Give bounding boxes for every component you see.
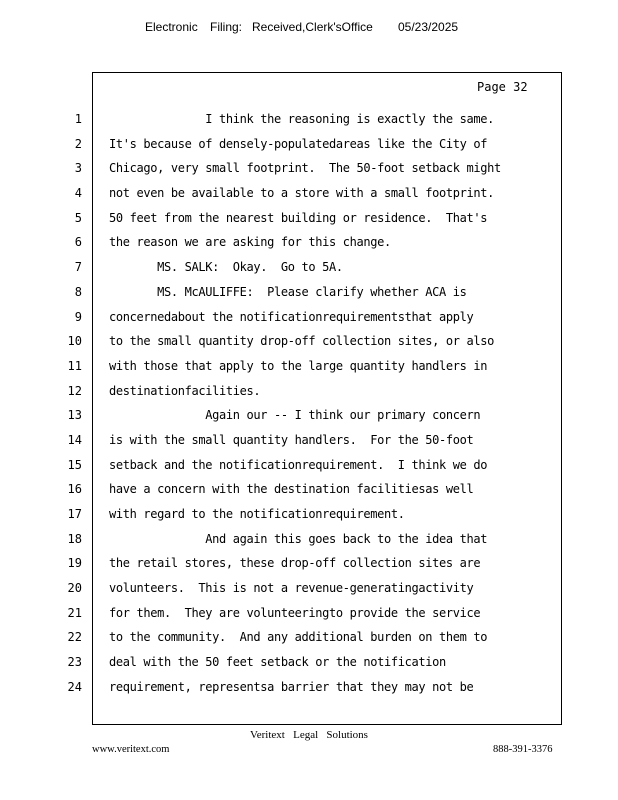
- line-number: 21: [67, 605, 82, 620]
- transcript-text: [109, 107, 549, 700]
- transcript-line: is with the small quantity handlers. For the 50-foot: [109, 432, 474, 447]
- line-number: 4: [74, 186, 82, 201]
- transcript-line: the retail stores, these drop-off collection sites are: [109, 556, 481, 571]
- line-number: 11: [67, 358, 82, 373]
- transcript-line: MS. SALK: Okay. Go to 5A.: [109, 260, 343, 275]
- line-number: 23: [67, 655, 82, 670]
- transcript-line: the reason we are asking for this change.: [109, 235, 391, 250]
- line-number: 8: [74, 284, 82, 299]
- transcript-line: with those that apply to the large quantity handlers in: [109, 358, 488, 373]
- filing-header-electronic: Electronic: [145, 20, 198, 34]
- line-number: 20: [67, 581, 82, 596]
- line-number: 15: [67, 457, 82, 472]
- filing-header-received: Received,Clerk'sOffice: [252, 20, 373, 34]
- footer-company: Veritext Legal Solutions: [250, 729, 368, 741]
- line-number: 7: [74, 260, 82, 275]
- transcript-line: requirement, representsa barrier that they may not be: [109, 679, 474, 694]
- line-number: 1: [74, 112, 82, 126]
- transcript-line: volunteers. This is not a revenue-generatingactivity: [109, 581, 474, 596]
- line-number: 9: [74, 309, 82, 324]
- transcript-line: for them. They are volunteeringto provide the service: [109, 605, 481, 620]
- line-number: 5: [74, 210, 82, 225]
- line-number: 17: [67, 507, 82, 521]
- line-number: 10: [67, 334, 82, 349]
- transcript-line: I think the reasoning is exactly the same.: [109, 112, 494, 126]
- transcript-line: concernedabout the notificationrequirementsthat apply: [109, 309, 474, 324]
- transcript-line: deal with the 50 feet setback or the notification: [109, 655, 446, 670]
- transcript-line: Chicago, very small footprint. The 50-foot setback might: [109, 161, 501, 176]
- line-number: 6: [74, 235, 82, 250]
- line-number: 3: [74, 161, 82, 176]
- transcript-line: It's because of densely-populatedareas like the City of: [109, 136, 488, 151]
- page-number: Page 32: [477, 80, 528, 94]
- line-number: 14: [67, 432, 82, 447]
- line-number: 2: [74, 136, 82, 151]
- transcript-line: to the small quantity drop-off collection sites, or also: [109, 334, 494, 349]
- footer-phone: 888-391-3376: [493, 744, 553, 755]
- filing-header: [0, 20, 618, 38]
- line-number: 22: [67, 630, 82, 645]
- transcript-line: destinationfacilities.: [109, 383, 261, 398]
- line-number: 16: [67, 482, 82, 497]
- filing-header-filing: Filing:: [210, 20, 243, 34]
- line-number-column: [66, 107, 82, 700]
- line-number: 24: [67, 679, 82, 694]
- transcript-line: setback and the notificationrequirement. I think we do: [109, 457, 488, 472]
- transcript-line: with regard to the notificationrequirement.: [109, 507, 405, 521]
- line-number: 19: [67, 556, 82, 571]
- transcript-line: And again this goes back to the idea that: [109, 531, 488, 546]
- transcript-line: 50 feet from the nearest building or residence. That's: [109, 210, 488, 225]
- transcript-line: have a concern with the destination facilitiesas well: [109, 482, 474, 497]
- line-number: 18: [67, 531, 82, 546]
- transcript-line: Again our -- I think our primary concern: [109, 408, 481, 423]
- transcript-line: not even be available to a store with a small footprint.: [109, 186, 494, 201]
- transcript-line: MS. McAULIFFE: Please clarify whether ACA is: [109, 284, 467, 299]
- footer-website: www.veritext.com: [92, 744, 170, 755]
- filing-header-date: 05/23/2025: [398, 20, 459, 34]
- line-number: 12: [67, 383, 82, 398]
- line-number: 13: [67, 408, 82, 423]
- transcript-line: to the community. And any additional burden on them to: [109, 630, 488, 645]
